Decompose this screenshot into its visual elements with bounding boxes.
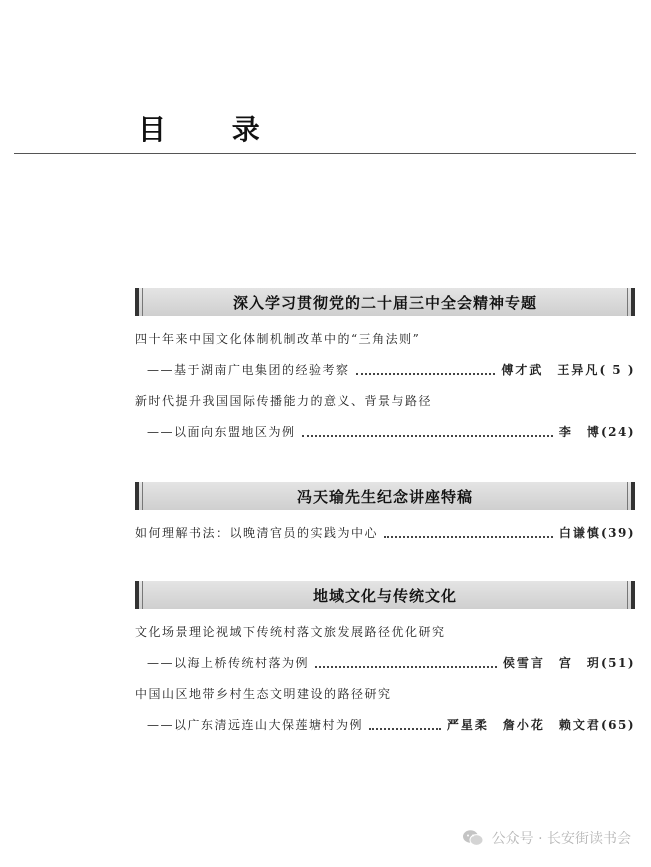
toc-entry-subtitle-row[interactable] [135,417,635,448]
page-title: 目 录 [138,113,288,146]
toc-entry-subtitle-row[interactable] [135,648,635,679]
entry-page: (24) [600,425,635,439]
entry-title: 四十年来中国文化体制机制改革中的“三角法则” [135,332,421,346]
section-header [135,482,635,510]
dot-leader [315,666,497,668]
section-title: 冯天瑜先生纪念讲座特稿 [296,487,473,506]
dot-leader [302,435,553,437]
entry-subtitle: ——基于湖南广电集团的经验考察 [147,363,350,377]
entry-page: (51) [600,656,635,670]
dot-leader [369,728,441,730]
toc-section [135,288,635,448]
entry-title: 新时代提升我国国际传播能力的意义、背景与路径 [135,394,433,408]
toc-entry-title[interactable] [135,617,635,648]
toc-entry-row[interactable] [135,518,635,549]
entry-subtitle: ——以海上桥传统村落为例 [147,656,310,670]
section-header [135,581,635,609]
entry-page: (65) [600,718,635,732]
section-title: 深入学习贯彻党的二十届三中全会精神专题 [232,293,537,312]
section-title: 地域文化与传统文化 [312,586,457,605]
toc-entry-subtitle-row[interactable] [135,710,635,741]
entry-authors: 白谦慎 [558,526,601,540]
entry-subtitle: ——以面向东盟地区为例 [147,425,296,439]
toc-section [135,482,635,549]
toc-entry-subtitle-row[interactable] [135,355,635,386]
watermark-text: 公众号 · 长安街读书会 [491,831,631,847]
toc-entry-title[interactable] [135,679,635,710]
entry-authors: 侯雪言 宫 玥 [502,656,601,670]
entry-authors: 严星柔 詹小花 赖文君 [446,718,601,732]
entry-title: 如何理解书法：以晚清官员的实践为中心 [135,526,379,540]
title-divider [14,153,636,154]
entry-authors: 李 博 [558,425,601,439]
toc-section [135,581,635,741]
wechat-icon [462,829,484,847]
entry-authors: 傅才武 王异凡 [501,363,600,377]
watermark [462,828,631,848]
entry-subtitle: ——以广东清远连山大保莲塘村为例 [147,718,364,732]
dot-leader [384,536,553,538]
entry-page: ( 5 ) [599,363,635,377]
dot-leader [356,373,496,375]
entry-title: 中国山区地带乡村生态文明建设的路径研究 [135,687,392,701]
toc-entry-title[interactable] [135,324,635,355]
section-header [135,288,635,316]
entry-page: (39) [600,526,635,540]
toc-entry-title[interactable] [135,386,635,417]
entry-title: 文化场景理论视域下传统村落文旅发展路径优化研究 [135,625,446,639]
